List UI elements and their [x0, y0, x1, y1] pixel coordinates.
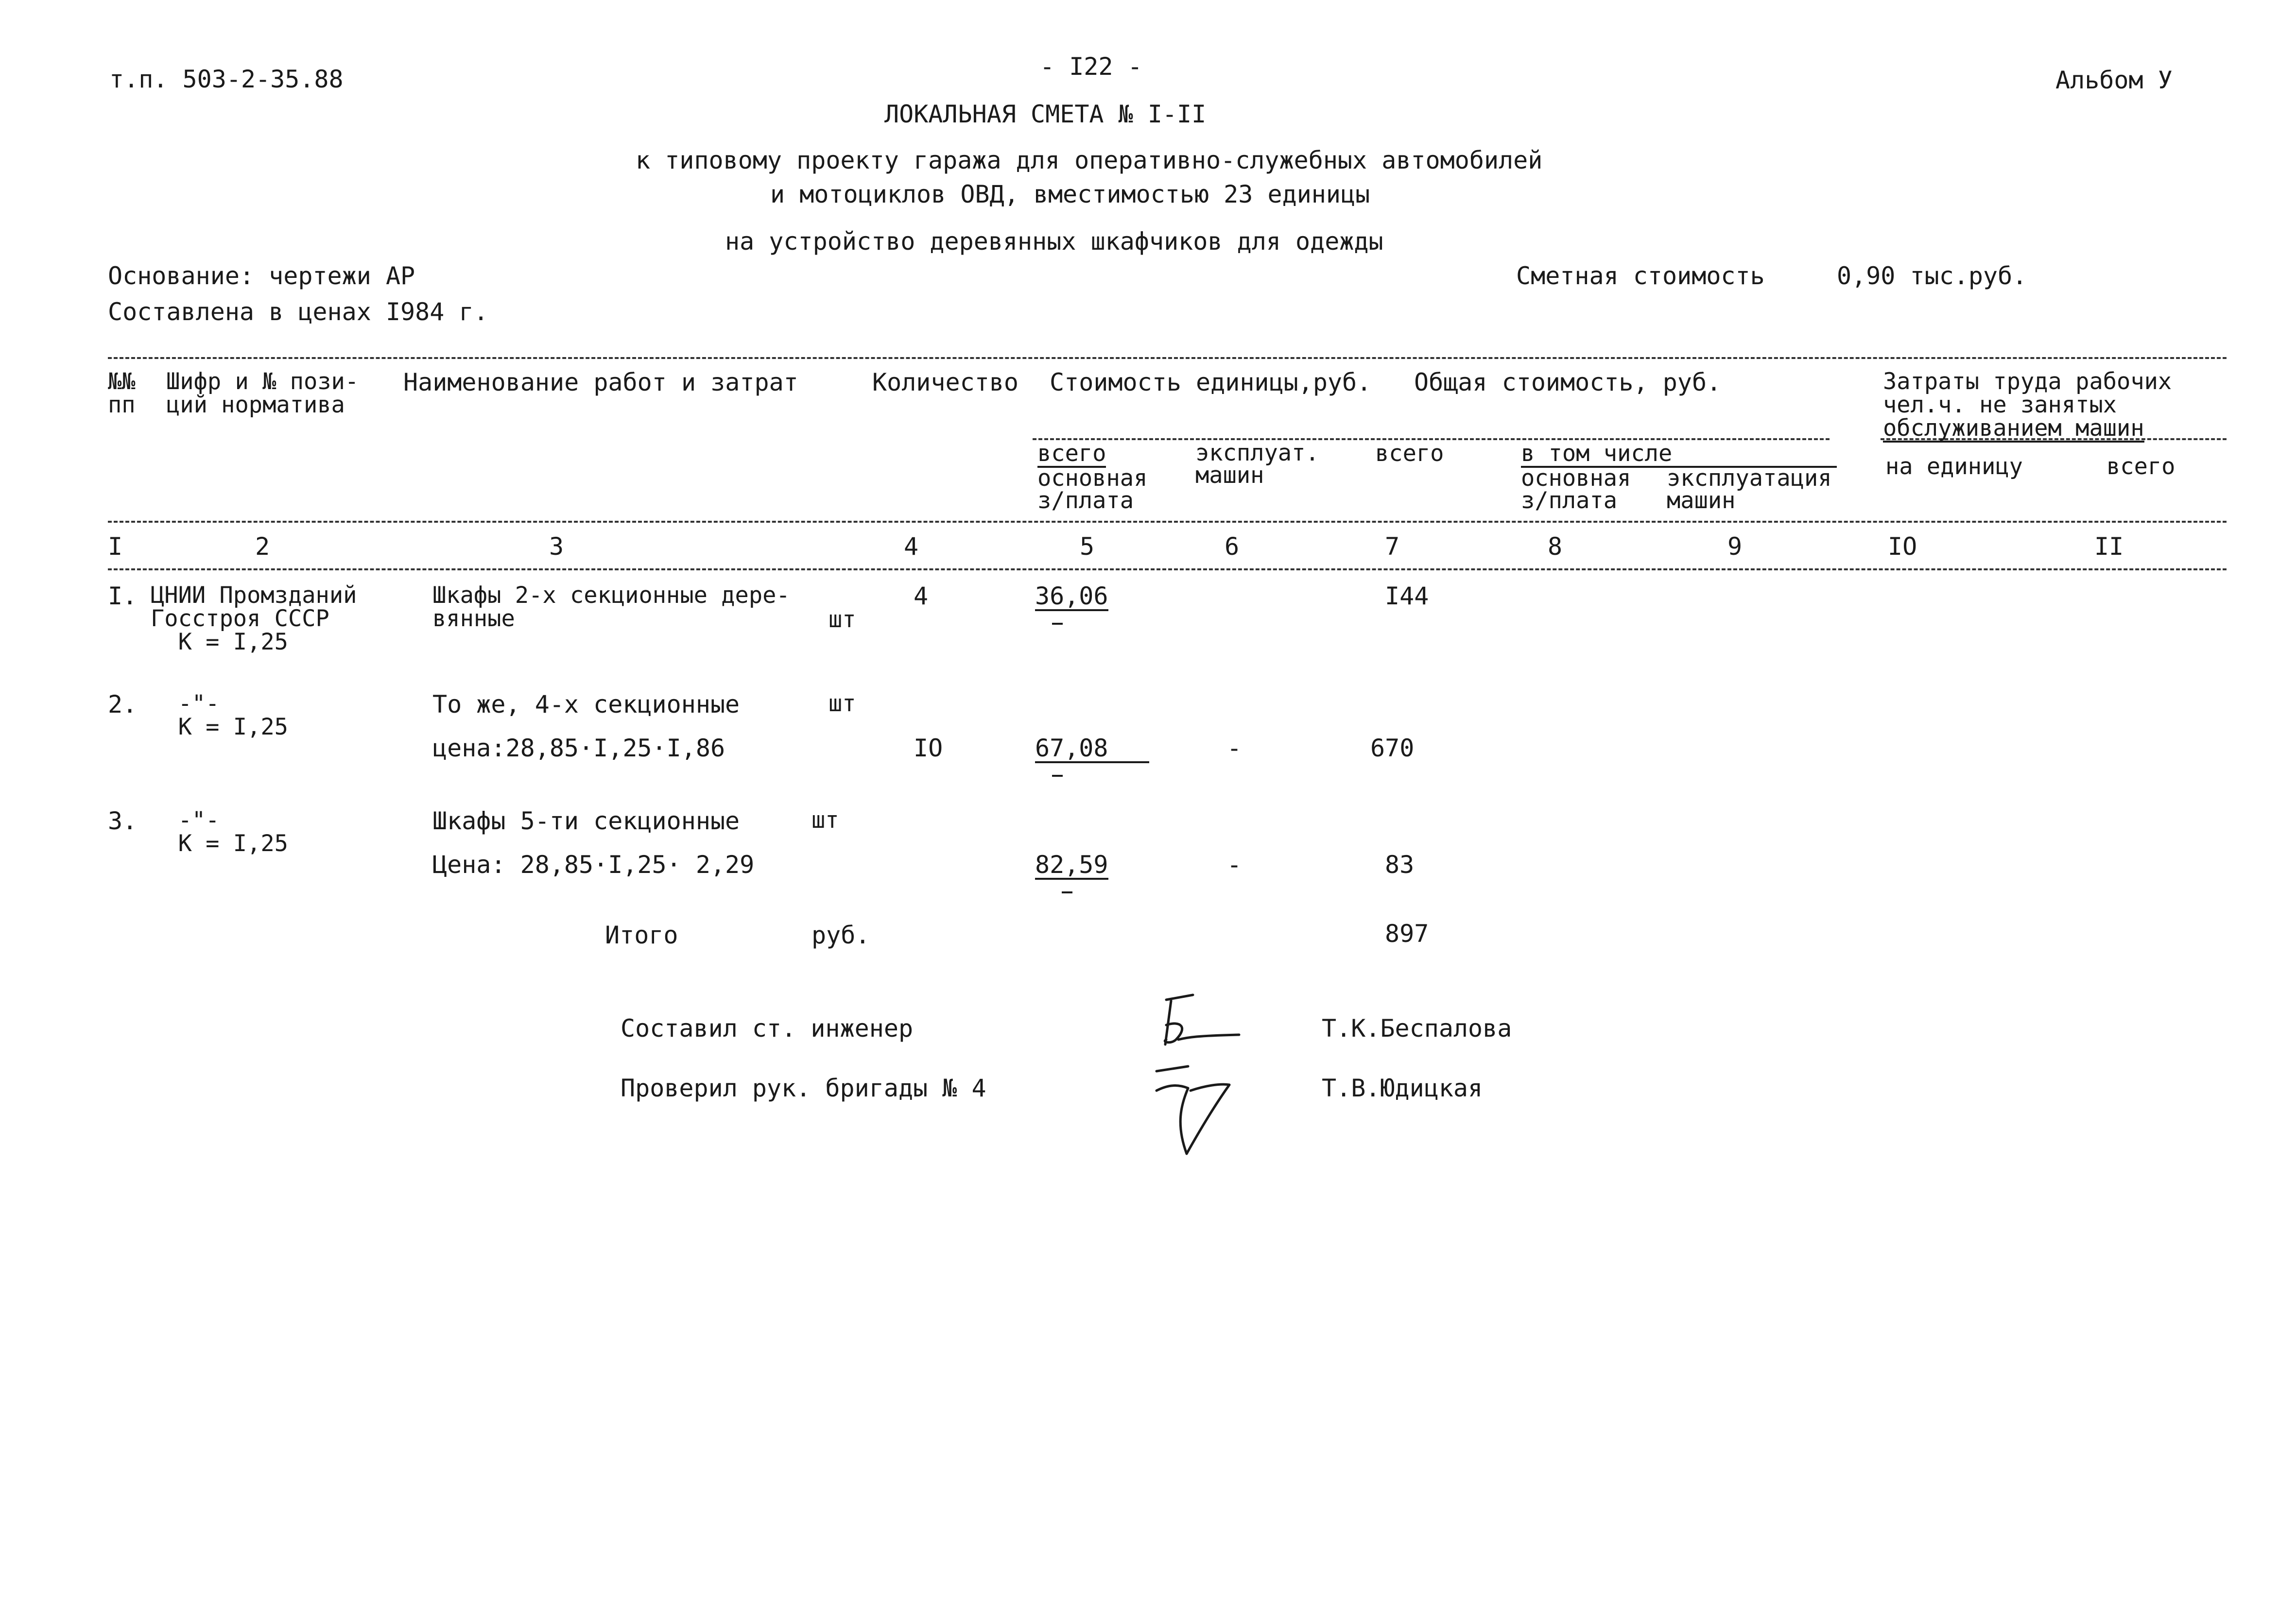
col-number: II — [2094, 532, 2124, 561]
row-quantity: 4 — [914, 582, 929, 610]
header-c10: на единицу — [1885, 453, 2023, 480]
col-number: 8 — [1548, 532, 1563, 561]
col-number: 9 — [1727, 532, 1743, 561]
row-unit-total: 36,06 — [1035, 582, 1108, 610]
row-total: I44 — [1385, 582, 1429, 610]
header-c8: основная з/плата — [1521, 465, 1631, 514]
checked-by-label: Проверил рук. бригады № 4 — [621, 1074, 986, 1102]
row-quantity: IO — [914, 734, 943, 762]
header-c5-wage: основная з/плата — [1037, 465, 1148, 514]
row-machine-cost: - — [1227, 851, 1242, 879]
header-c6: эксплуат. машин — [1195, 440, 1319, 489]
header-c11: всего — [2106, 453, 2175, 480]
subtitle-line-2: и мотоциклов ОВД, вместимостью 23 единицы — [770, 180, 1370, 208]
row-name: Шкафы 2-х секционные дере- вянные — [432, 582, 790, 632]
album-label: Альбом У — [2055, 66, 2173, 94]
col-number: 4 — [904, 532, 919, 561]
row-unit-total: 82,59 — [1035, 851, 1108, 879]
row-price-formula: Цена: 28,85·I,25· 2,29 — [432, 851, 755, 879]
subtitle-line-1: к типовому проекту гаража для оперативно-служебных автомобилей — [636, 146, 1543, 174]
document-title: ЛОКАЛЬНАЯ СМЕТА № I-II — [884, 100, 1207, 128]
table-top-rule — [108, 357, 2227, 359]
col-number: 3 — [549, 532, 564, 561]
header-bottom-rule — [108, 521, 2227, 523]
composed-by-label: Составил ст. инженер — [621, 1014, 914, 1043]
total-value: 897 — [1385, 920, 1429, 948]
header-labor-underlined: обслуживанием машин — [1883, 415, 2144, 442]
page-number: - I22 - — [1040, 52, 1142, 81]
row-price-formula: цена:28,85·I,25·I,86 — [432, 734, 725, 762]
cost-label: Сметная стоимость — [1516, 262, 1765, 290]
row-code: ЦНИИ Промзданий Госстроя СССР К = I,25 — [151, 582, 357, 655]
row-unit-wage-dash — [1052, 775, 1063, 777]
row-total: 83 — [1385, 851, 1415, 879]
header-c9: эксплуатация машин — [1667, 465, 1832, 514]
row-unit-wage-dash — [1062, 891, 1072, 893]
header-code: Шифр и № пози- ций норматива — [166, 368, 359, 418]
col-number: 7 — [1385, 532, 1400, 561]
col-number: IO — [1888, 532, 1917, 561]
header-labor: Затраты труда рабочих чел.ч. не занятых — [1883, 368, 2172, 418]
header-c7: всего — [1375, 440, 1444, 467]
col-number: 6 — [1225, 532, 1240, 561]
col-number: 2 — [255, 532, 270, 561]
composed-by-name: Т.К.Беспалова — [1322, 1014, 1512, 1043]
row-name: Шкафы 5-ти секционные — [432, 807, 740, 835]
row-unit-wage-dash — [1052, 623, 1063, 625]
col-number: 5 — [1080, 532, 1095, 561]
total-label: Итого — [605, 921, 678, 949]
row-number: 2. — [108, 690, 138, 718]
row-unit: шт — [829, 606, 856, 633]
document-code: т.п. 503-2-35.88 — [109, 65, 344, 93]
row-number: I. — [108, 582, 138, 610]
row-machine-cost: - — [1227, 734, 1242, 762]
signature-checker — [1152, 1061, 1239, 1159]
row-code: -"- К = I,25 — [178, 690, 288, 740]
signature-composer — [1152, 991, 1249, 1054]
header-unit-cost: Стоимость единицы,руб. — [1050, 368, 1372, 396]
header-c5-total: всего — [1037, 440, 1106, 467]
row-number: 3. — [108, 807, 138, 835]
checked-by-name: Т.В.Юдицкая — [1322, 1074, 1483, 1102]
header-quantity: Количество — [872, 368, 1019, 396]
header-total-cost: Общая стоимость, руб. — [1414, 368, 1722, 396]
colnum-bottom-rule — [108, 568, 2227, 570]
subtitle-line-3: на устройство деревянных шкафчиков для одежды — [725, 227, 1383, 256]
col-number: I — [108, 532, 123, 561]
row-total: 670 — [1370, 734, 1415, 762]
row-unit: шт — [829, 690, 856, 717]
row-code: -"- К = I,25 — [178, 807, 288, 857]
header-row-number: №№ пп — [108, 368, 136, 418]
row-unit-total: 67,08 — [1035, 736, 1149, 763]
basis-line: Основание: чертежи АР — [108, 262, 415, 290]
total-unit: руб. — [811, 921, 870, 949]
prices-line: Составлена в ценах I984 г. — [108, 298, 488, 326]
row-unit: шт — [811, 807, 839, 834]
header-including: в том числе — [1521, 442, 1837, 468]
cost-value: 0,90 тыс.руб. — [1837, 262, 2027, 290]
header-name: Наименование работ и затрат — [403, 368, 798, 396]
row-name: То же, 4-х секционные — [432, 690, 740, 718]
